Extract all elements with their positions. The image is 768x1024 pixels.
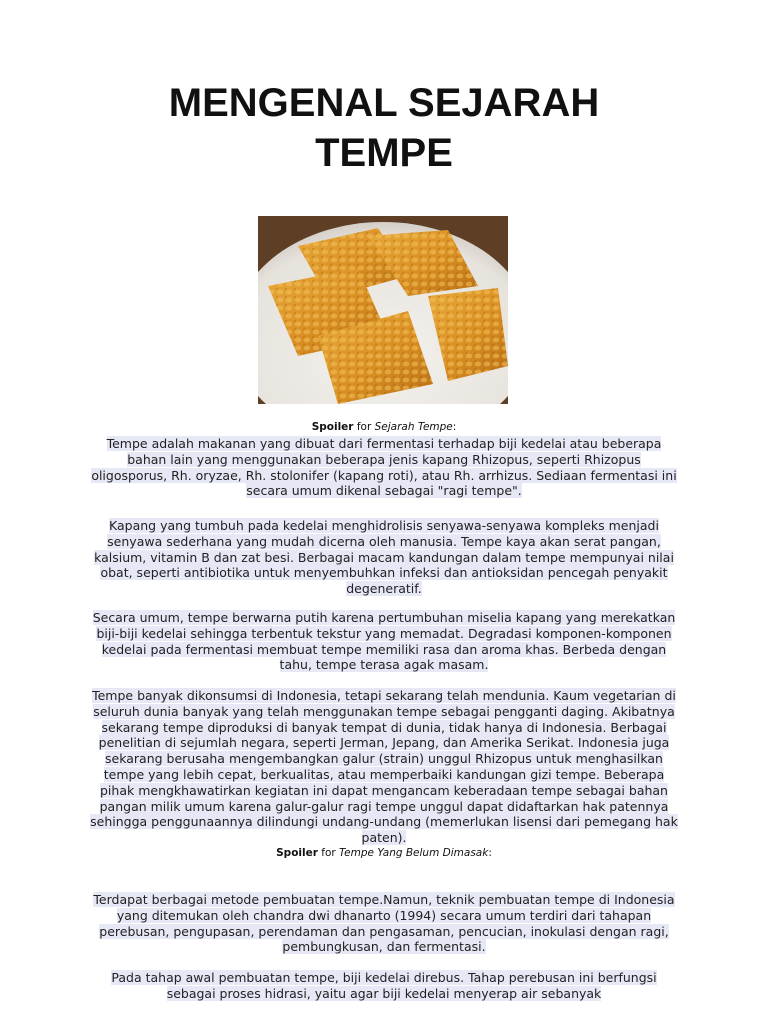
spoiler-subject: Sejarah Tempe	[374, 421, 453, 433]
tempe-photo	[258, 216, 508, 404]
paragraph-methods: Terdapat berbagai metode pembuatan tempe.Namun, teknik pembuatan tempe di Indonesia yang ditemukan oleh chandra dwi dhanarto (1994) secara umum terdiri dari tahapan perebusan, pengupasan, perendaman dan pengasaman, pencucian, inokulasi dengan ragi, pembungkusan, dan fermentasi.	[93, 892, 675, 955]
spoiler-for: for	[356, 421, 372, 433]
page-title	[0, 78, 768, 178]
spoiler-sejarah-tempe[interactable]	[0, 420, 768, 434]
paragraph-nutrition: Kapang yang tumbuh pada kedelai menghidrolisis senyawa-senyawa kompleks menjadi senyawa sederhana yang mudah dicerna oleh manusia. Tempe kaya akan serat pangan, kalsium, vitamin B dan zat besi. Berbagai macam kandungan dalam tempe mempunyai nilai obat, seperti antibiotika untuk menyembuhkan infeksi dan antioksidan pencegah penyakit degeneratif.	[94, 518, 674, 597]
spoiler-for: for	[321, 847, 336, 859]
paragraph-definition: Tempe adalah makanan yang dibuat dari fermentasi terhadap biji kedelai atau beberapa bahan lain yang menggunakan beberapa jenis kapang Rhizopus, seperti Rhizopus oligosporus, Rh. oryzae, Rh. stolonifer (kapang roti), atau Rh. arrhizus. Sediaan fermentasi ini secara umum dikenal sebagai "ragi tempe".	[91, 436, 677, 499]
spoiler-tempe-belum-dimasak[interactable]	[0, 846, 768, 860]
spoiler-colon: :	[452, 421, 457, 433]
spoiler-label: Spoiler	[311, 421, 354, 433]
spoiler-label: Spoiler	[276, 847, 318, 859]
paragraph-consumption: Tempe banyak dikonsumsi di Indonesia, tetapi sekarang telah mendunia. Kaum vegetarian di seluruh dunia banyak yang telah menggunakan tempe sebagai pengganti daging. Akibatnya sekarang tempe diproduksi di banyak tempat di dunia, tidak hanya di Indonesia. Berbagai penelitian di sejumlah negara, seperti Jerman, Jepang, dan Amerika Serikat. Indonesia juga sekarang berusaha mengembangkan galur (strain) unggul Rhizopus untuk menghasilkan tempe yang lebih cepat, berkualitas, atau memperbaiki kandungan gizi tempe. Beberapa pihak mengkhawatirkan kegiatan ini dapat mengancam keberadaan tempe sebagai bahan pangan milik umum karena galur-galur ragi tempe unggul dapat didaftarkan hak patennya sehingga penggunaannya dilindungi undang-undang (memerlukan lisensi dari pemegang hak paten).	[90, 688, 678, 846]
spoiler-colon: :	[488, 847, 492, 859]
title-line-2: TEMPE	[315, 131, 453, 175]
paragraph-texture: Secara umum, tempe berwarna putih karena pertumbuhan miselia kapang yang merekatkan biji-biji kedelai sehingga terbentuk tekstur yang memadat. Degradasi komponen-komponen kedelai pada fermentasi membuat tempe memiliki rasa dan aroma khas. Berbeda dengan tahu, tempe terasa agak masam.	[92, 610, 676, 673]
paragraph-boiling: Pada tahap awal pembuatan tempe, biji kedelai direbus. Tahap perebusan ini berfungsi sebagai proses hidrasi, yaitu agar biji kedelai menyerap air sebanyak	[111, 970, 657, 1001]
spoiler-subject: Tempe Yang Belum Dimasak	[339, 847, 489, 859]
title-line-1: MENGENAL SEJARAH	[168, 81, 600, 125]
fried-tempe-illustration	[258, 216, 508, 404]
